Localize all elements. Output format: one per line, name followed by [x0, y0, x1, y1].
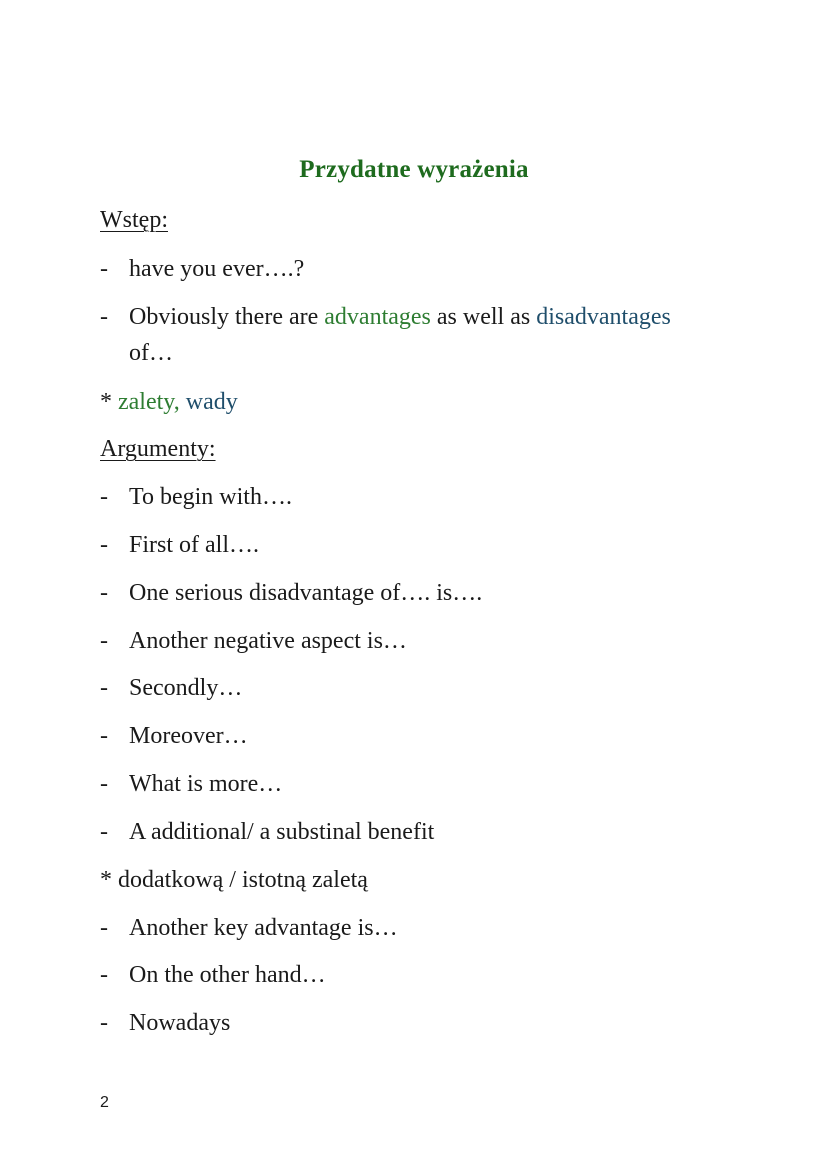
argument-item-text: On the other hand… — [129, 962, 326, 988]
advantages-word: advantages — [324, 304, 431, 330]
intro-line-2-text-b: as well as — [436, 304, 531, 330]
dash: - — [100, 819, 108, 845]
intro-line-1-text: have you ever….? — [129, 256, 305, 282]
dash: - — [100, 484, 108, 510]
intro-line-2 — [100, 304, 671, 331]
intro-line-1 — [100, 256, 304, 283]
argument-item-text: Moreover… — [129, 723, 248, 749]
argument-item — [100, 532, 259, 559]
page-title: Przydatne wyrażenia — [299, 156, 529, 183]
argument-item — [100, 580, 482, 607]
intro-note — [100, 389, 238, 416]
dash: - — [100, 723, 108, 749]
page-number: 2 — [100, 1094, 109, 1111]
argument-item-text: Another negative aspect is… — [129, 628, 407, 654]
dash: - — [100, 675, 108, 701]
argument-item — [100, 723, 248, 750]
argument-item-text: What is more… — [129, 771, 283, 797]
argument-item-text: A additional/ a substinal benefit — [129, 819, 435, 845]
section-heading-arguments: Argumenty: — [100, 436, 216, 462]
argument-item-text: Nowadays — [129, 1010, 231, 1036]
argument-item-text: First of all…. — [129, 532, 259, 558]
argument-item-text: Secondly… — [129, 675, 243, 701]
argument-item — [100, 675, 242, 702]
dash: - — [100, 580, 108, 606]
argument-item — [100, 628, 407, 655]
arguments-note: * dodatkową / istotną zaletą — [100, 867, 368, 893]
argument-item-text: One serious disadvantage of…. is…. — [129, 580, 483, 606]
disadvantages-word: disadvantages — [536, 304, 671, 330]
argument-item — [100, 771, 282, 798]
dash: - — [100, 256, 108, 282]
dash: - — [100, 1010, 108, 1036]
note-zalety: zalety, — [118, 389, 180, 415]
note-wady: wady — [185, 389, 238, 415]
argument-item — [100, 484, 292, 511]
argument-item-text: To begin with…. — [129, 484, 292, 510]
argument-item — [100, 962, 326, 989]
section-heading-intro: Wstęp: — [100, 207, 168, 233]
dash: - — [100, 915, 108, 941]
argument-item-text: Another key advantage is… — [129, 915, 398, 941]
dash: - — [100, 532, 108, 558]
intro-line-2-text-a: Obviously there are — [129, 304, 319, 330]
dash: - — [100, 304, 108, 330]
note-star: * — [100, 389, 112, 415]
dash: - — [100, 628, 108, 654]
dash: - — [100, 962, 108, 988]
argument-item — [100, 1010, 230, 1037]
argument-item — [100, 819, 434, 846]
argument-item — [100, 915, 398, 942]
intro-line-2-continuation: of… — [129, 340, 173, 366]
dash: - — [100, 771, 108, 797]
